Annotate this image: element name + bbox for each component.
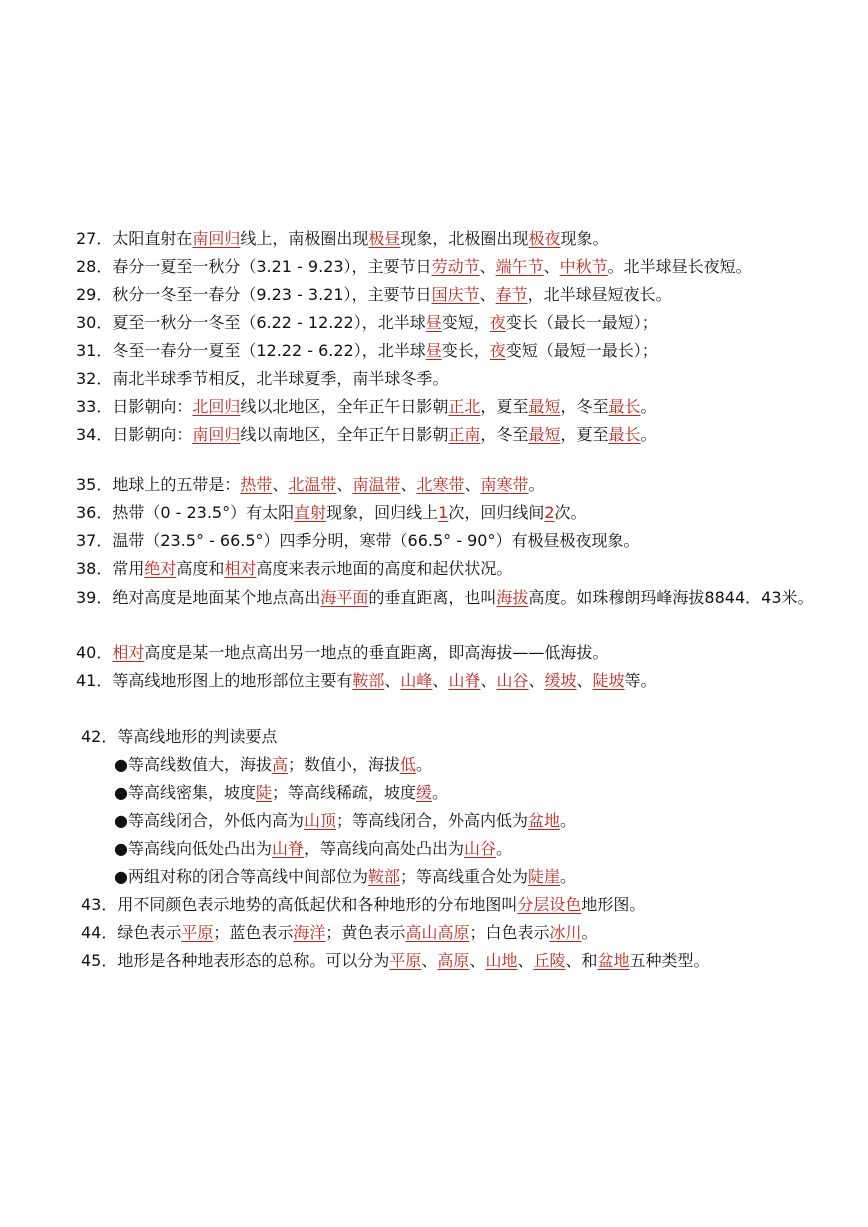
text-segment: 。 [416,755,433,774]
text-segment: 34．日影朝向： [76,425,193,444]
text-segment: 39．绝对高度是地面某个地点高出 [76,588,321,607]
text-segment: 30．夏至一秋分一冬至（6.22 - 12.22），北半球 [76,313,426,332]
text-segment: 高度。如珠穆朗玛峰海拔8844．43米。 [528,588,814,607]
text-segment: 31．冬至一春分一夏至（12.22 - 6.22），北半球 [76,341,426,360]
answer-blank: 山峰 [400,671,433,690]
item-34 [76,425,657,445]
answer-blank: 陡坡 [592,671,625,690]
text-segment: 44．绿色表示 [81,923,182,942]
text-segment: 。北半球昼长夜短。 [607,257,752,276]
text-segment: ；等高线稀疏，坡度 [271,783,416,802]
answer-blank: 南温带 [352,475,401,494]
text-segment: 、 [543,257,560,276]
text-segment: 、 [400,475,417,494]
item-40 [76,643,608,663]
answer-blank: 缓 [416,783,433,802]
text-segment: 次。 [554,503,587,522]
text-segment: 29．秋分一冬至一春分（9.23 - 3.21），主要节日 [76,285,432,304]
text-segment: 、 [528,671,545,690]
answer-blank: 平原 [181,923,214,942]
text-segment: ，北半球昼短夜长。 [527,285,672,304]
answer-blank: 海拔 [496,588,529,607]
text-segment: ●等高线闭合，外低内高为 [114,811,304,830]
text-segment: 40． [76,643,113,662]
text-segment: 、 [469,951,486,970]
answer-blank: 极夜 [528,229,561,248]
answer-blank: 昼 [425,313,442,332]
item-37 [76,531,640,551]
text-segment: 36．热带（0 - 23.5°）有太阳 [76,503,295,522]
text-segment: ；黄色表示 [325,923,406,942]
text-segment: 变长， [441,341,490,360]
item-39 [38,584,834,611]
item-41 [76,671,657,691]
text-segment: 、 [384,671,401,690]
answer-blank: 2 [544,503,555,522]
text-segment: ；等高线闭合，外高内低为 [335,811,528,830]
answer-blank: 北回归 [192,397,241,416]
answer-blank: 最短 [528,397,561,416]
text-segment: 高度和 [176,559,225,578]
answer-blank: 南回归 [192,425,241,444]
text-segment: 35．地球上的五带是： [76,475,241,494]
item-33 [76,397,657,417]
text-segment: 、 [479,285,496,304]
text-segment: ●等高线数值大，海拔 [114,755,272,774]
text-segment: ●等高线向低处凸出为 [114,839,272,858]
text-segment: 37．温带（23.5° - 66.5°）四季分明，寒带（66.5° - 90°）有极昼极夜现象。 [76,531,640,550]
text-segment: 43．用不同颜色表示地势的高低起伏和各种地形的分布地图叫 [81,895,518,914]
text-segment: 、 [479,257,496,276]
answer-blank: 山脊 [271,839,304,858]
text-segment: 。 [528,475,545,494]
text-segment: 28．春分一夏至一秋分（3.21 - 9.23），主要节日 [76,257,432,276]
text-segment: 、 [464,475,481,494]
answer-blank: 最长 [608,397,641,416]
text-segment: ，冬至 [560,397,609,416]
text-segment: 。 [640,397,657,416]
item-38 [76,559,512,579]
answer-blank: 陡 [255,783,272,802]
text-segment: 41．等高线地形图上的地形部位主要有 [76,671,353,690]
answer-blank: 极昼 [368,229,401,248]
text-segment: 线以北地区，全年正午日影朝 [240,397,449,416]
answer-blank: 夜 [489,313,506,332]
text-segment: ；蓝色表示 [213,923,294,942]
text-segment: 33．日影朝向： [76,397,193,416]
answer-blank: 陡崖 [528,867,561,886]
answer-blank: 海洋 [293,923,326,942]
text-segment: 现象，北极圈出现 [400,229,529,248]
answer-blank: 北温带 [288,475,337,494]
item-44 [81,923,598,943]
text-segment: 、 [517,951,534,970]
answer-blank: 端午节 [495,257,544,276]
text-segment: 变短， [441,313,490,332]
text-segment: 、 [432,671,449,690]
answer-blank: 夜 [489,341,506,360]
text-segment: 、 [272,475,289,494]
text-segment: ；数值小，海拔 [287,755,400,774]
text-segment: 五种类型。 [629,951,710,970]
text-segment: ；等高线重合处为 [399,867,528,886]
answer-blank: 相对 [112,643,145,662]
text-segment: ●等高线密集，坡度 [114,783,256,802]
answer-blank: 最短 [528,425,561,444]
item-45 [81,951,710,971]
text-segment: 地形图。 [581,895,646,914]
text-segment: 现象，回归线上 [326,503,439,522]
answer-blank: 山脊 [448,671,481,690]
answer-blank: 直射 [294,503,327,522]
answer-blank: 1 [438,503,449,522]
text-segment: 42．等高线地形的判读要点 [81,727,278,746]
text-segment: 变长（最长一最短）； [505,313,658,332]
text-segment: 的垂直距离，也叫 [368,588,497,607]
bullet-contour-density [114,783,448,803]
answer-blank: 海平面 [320,588,369,607]
text-segment: 38．常用 [76,559,145,578]
text-segment: 次，回归线间 [448,503,545,522]
answer-blank: 山顶 [303,811,336,830]
answer-blank: 春节 [495,285,528,304]
text-segment: ●两组对称的闭合等高线中间部位为 [114,867,368,886]
text-segment: 32．南北半球季节相反，北半球夏季，南半球冬季。 [76,369,449,388]
answer-blank: 丘陵 [533,951,566,970]
text-segment: ，等高线向高处凸出为 [303,839,464,858]
answer-blank: 相对 [224,559,257,578]
answer-blank: 低 [400,755,417,774]
item-32 [76,369,448,389]
answer-blank: 高山高原 [405,923,470,942]
text-segment: 45．地形是各种地表形态的总称。可以分为 [81,951,390,970]
text-segment: ，冬至 [480,425,529,444]
text-segment: 。 [560,811,577,830]
answer-blank: 劳动节 [431,257,480,276]
text-segment: 、 [576,671,593,690]
bullet-contour-saddle [114,867,576,887]
item-35 [76,475,545,495]
answer-blank: 昼 [425,341,442,360]
text-segment: 等。 [624,671,657,690]
answer-blank: 国庆节 [431,285,480,304]
text-segment: 现象。 [560,229,609,248]
answer-blank: 分层设色 [517,895,582,914]
answer-blank: 北寒带 [416,475,465,494]
text-segment: 高度来表示地面的高度和起伏状况。 [256,559,513,578]
text-segment: 、 [421,951,438,970]
text-segment: 27．太阳直射在 [76,229,193,248]
answer-blank: 山地 [485,951,518,970]
answer-blank: 最长 [608,425,641,444]
answer-blank: 冰川 [549,923,582,942]
text-segment: 。 [560,867,577,886]
text-segment: 变短（最短一最长）； [505,341,658,360]
answer-blank: 绝对 [144,559,177,578]
answer-blank: 高 [271,755,288,774]
bullet-contour-closed [114,811,576,831]
text-segment: ，夏至 [560,425,609,444]
text-segment: 高度是某一地点高出另一地点的垂直距离，即高海拔——低海拔。 [144,643,609,662]
answer-blank: 正北 [448,397,481,416]
text-segment: 线以南地区，全年正午日影朝 [240,425,449,444]
item-31 [76,341,658,361]
text-segment: 线上，南极圈出现 [240,229,369,248]
text-segment: 、 [480,671,497,690]
text-segment: 。 [432,783,449,802]
answer-blank: 南回归 [192,229,241,248]
bullet-contour-convex [114,839,512,859]
text-segment: ；白色表示 [469,923,550,942]
answer-blank: 盆地 [597,951,630,970]
item-29 [76,285,672,305]
item-43 [81,895,645,915]
answer-blank: 高原 [437,951,470,970]
text-segment: ，夏至 [480,397,529,416]
answer-blank: 山谷 [464,839,497,858]
answer-blank: 南寒带 [480,475,529,494]
answer-blank: 盆地 [528,811,561,830]
item-30 [76,313,658,333]
answer-blank: 缓坡 [544,671,577,690]
item-36 [76,503,587,523]
answer-blank: 热带 [240,475,273,494]
answer-blank: 正南 [448,425,481,444]
text-segment: 。 [581,923,598,942]
answer-blank: 鞍部 [352,671,385,690]
item-28 [76,257,752,277]
item-42-heading [81,727,277,747]
text-segment: 、 [336,475,353,494]
answer-blank: 平原 [389,951,422,970]
answer-blank: 鞍部 [367,867,400,886]
text-segment: 、和 [565,951,598,970]
text-segment: 。 [496,839,513,858]
item-27 [76,229,608,249]
text-segment: 。 [640,425,657,444]
answer-blank: 山谷 [496,671,529,690]
bullet-contour-value [114,755,432,775]
answer-blank: 中秋节 [559,257,608,276]
